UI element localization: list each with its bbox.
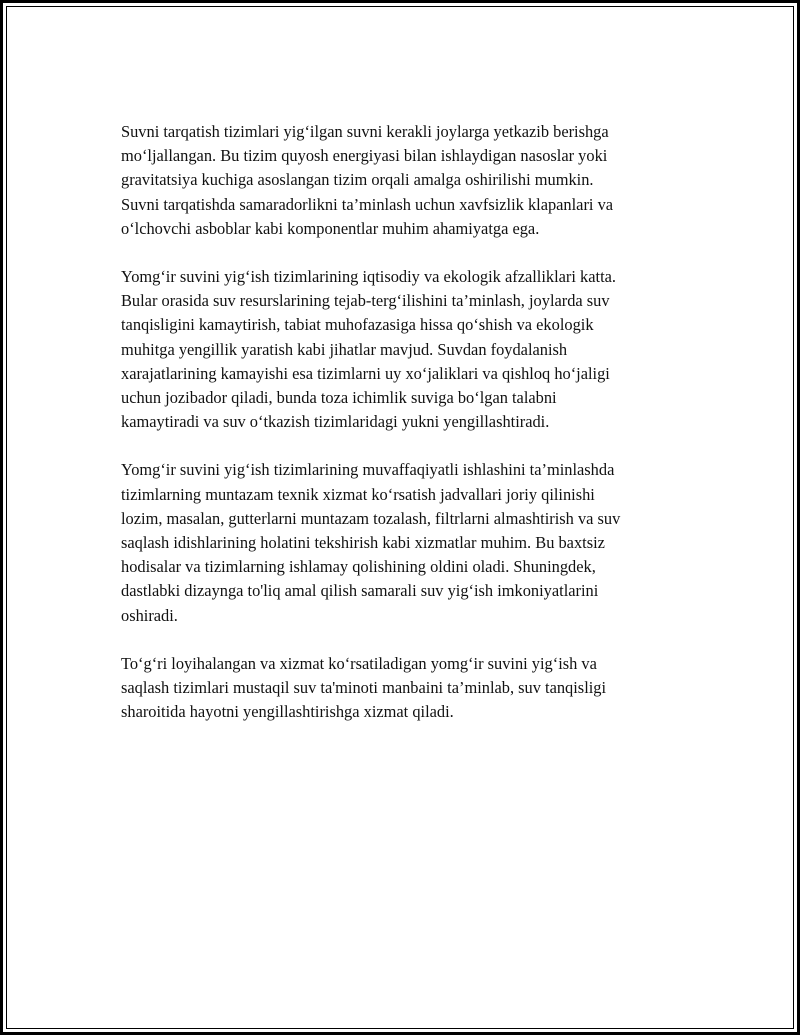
text-line: Yomg‘ir suvini yig‘ish tizimlarining muvaffaqiyatli ishlashini ta’minlashda bbox=[121, 460, 615, 480]
text-line: sharoitida hayotni yengillashtirishga xizmat qiladi. bbox=[121, 702, 454, 722]
text-line: muhitga yengillik yaratish kabi jihatlar mavjud. Suvdan foydalanish bbox=[121, 339, 568, 359]
text-line: xarajatlarining kamayishi esa tizimlarni uy xo‘jaliklari va qishloq ho‘jaligi bbox=[121, 363, 610, 383]
text-line: mo‘ljallangan. Bu tizim quyosh energiyasi bilan ishlaydigan nasoslar yoki bbox=[121, 146, 608, 166]
text-line: Yomg‘ir suvini yig‘ish tizimlarining iqtisodiy va ekologik afzalliklari katta. bbox=[121, 267, 616, 287]
text-line: tizimlarning muntazam texnik xizmat ko‘rsatish jadvallari joriy qilinishi bbox=[121, 484, 595, 504]
text-line: Bular orasida suv resurslarining tejab-terg‘ilishini ta’minlash, joylarda suv bbox=[121, 291, 610, 311]
text-line: gravitatsiya kuchiga asoslangan tizim orqali amalga oshirilishi mumkin. bbox=[121, 170, 594, 190]
paragraph-benefits bbox=[121, 265, 687, 434]
text-line: saqlash tizimlari mustaqil suv ta'minoti manbaini ta’minlab, suv tanqisligi bbox=[121, 678, 607, 698]
text-line: kamaytiradi va suv o‘tkazish tizimlaridagi yukni yengillashtiradi. bbox=[121, 412, 550, 432]
paragraph-conclusion bbox=[121, 652, 687, 725]
text-line: Suvni tarqatishda samaradorlikni ta’minlash uchun xavfsizlik klapanlari va bbox=[121, 194, 614, 214]
text-line: oshiradi. bbox=[121, 605, 178, 625]
text-line: Suvni tarqatish tizimlari yig‘ilgan suvni kerakli joylarga yetkazib berishga bbox=[121, 122, 609, 141]
text-line: dastlabki dizaynga to'liq amal qilish samarali suv yig‘ish imkoniyatlarini bbox=[121, 581, 599, 601]
text-line: o‘lchovchi asboblar kabi komponentlar muhim ahamiyatga ega. bbox=[121, 218, 540, 238]
text-line: uchun jozibador qiladi, bunda toza ichimlik suviga bo‘lgan talabni bbox=[121, 388, 557, 408]
text-line: To‘g‘ri loyihalangan va xizmat ko‘rsatiladigan yomg‘ir suvini yig‘ish va bbox=[121, 653, 597, 673]
document-body bbox=[121, 120, 687, 748]
text-line: saqlash idishlarining holatini tekshirish kabi xizmatlar muhim. Bu baxtsiz bbox=[121, 533, 605, 553]
paragraph-water-distribution bbox=[121, 120, 687, 241]
text-line: tanqisligini kamaytirish, tabiat muhofazasiga hissa qo‘shish va ekologik bbox=[121, 315, 594, 335]
paragraph-maintenance bbox=[121, 458, 687, 627]
text-line: lozim, masalan, gutterlarni muntazam tozalash, filtrlarni almashtirish va suv bbox=[121, 508, 621, 528]
text-line: hodisalar va tizimlarning ishlamay qolishining oldini oladi. Shuningdek, bbox=[121, 557, 596, 577]
